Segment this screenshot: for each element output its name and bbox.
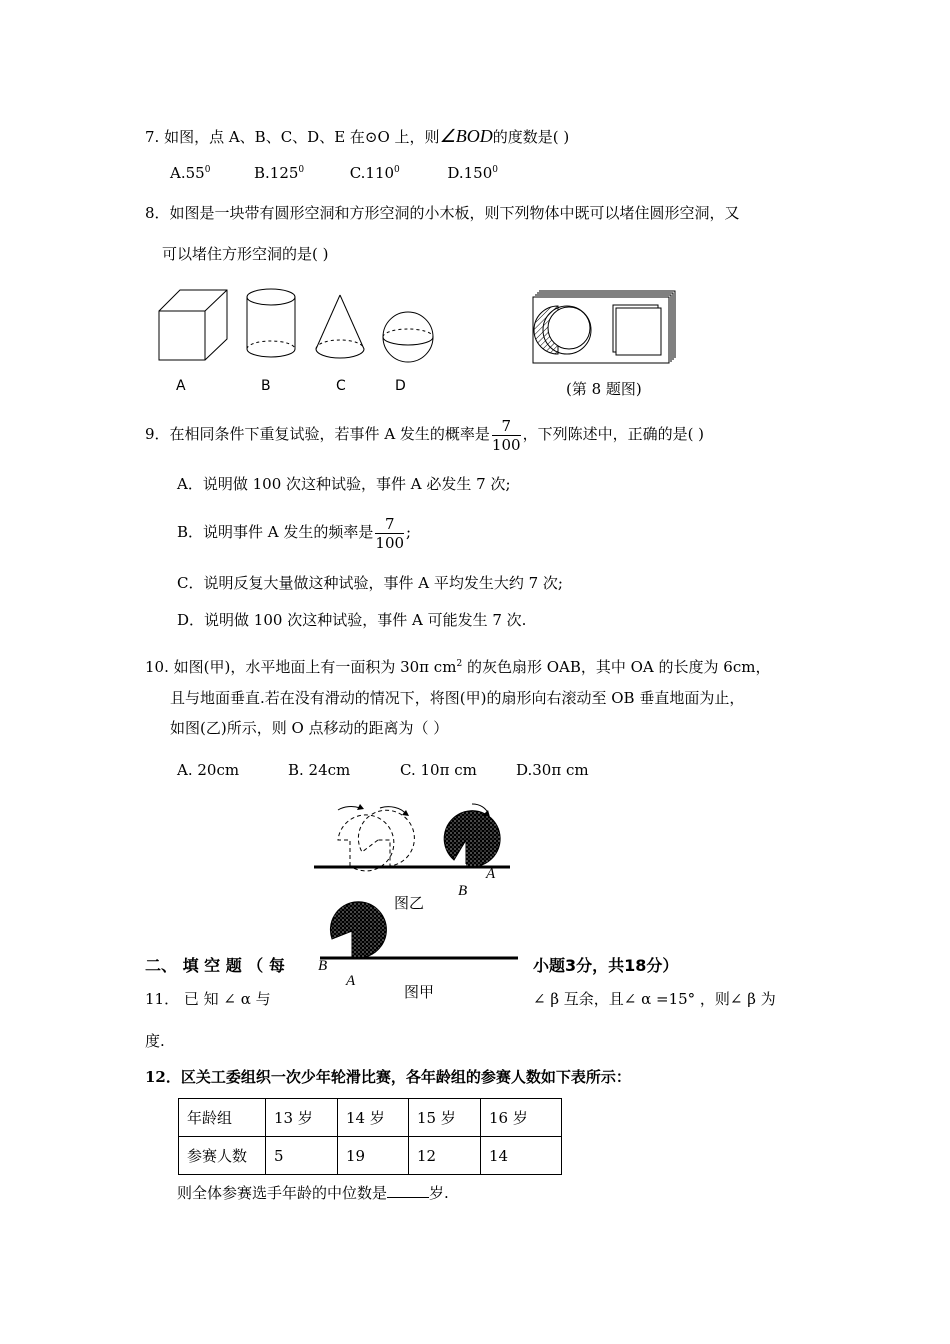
q10-option-b: B. 24cm [288, 761, 351, 779]
cone-icon [316, 295, 364, 358]
q8-solids-figure [150, 285, 450, 375]
fig-jia-label-b: B [318, 958, 328, 974]
q7-stem [145, 126, 569, 147]
table-cell: 年龄组 [179, 1099, 266, 1137]
q9-option-a: A．说明做 100 次这种试验，事件 A 必发生 7 次; [177, 475, 511, 493]
q11-left: 11． 已 知 ∠ α 与 [145, 990, 271, 1008]
cylinder-icon [247, 289, 295, 357]
table-cell: 16 岁 [481, 1099, 562, 1137]
fig-yi-label-a: A [486, 866, 496, 882]
table-cell: 5 [266, 1137, 338, 1175]
table-row [179, 1137, 562, 1175]
q10-line3: 如图(乙)所示，则 O 点移动的距离为（ ） [170, 719, 449, 737]
section2-title-right: 小题3分，共18分） [533, 956, 679, 975]
fig-yi [310, 800, 515, 876]
q7-options [170, 164, 498, 182]
fig-jia-label-a: A [346, 973, 356, 989]
table-header-row [179, 1099, 562, 1137]
q8-board-figure [530, 288, 680, 366]
q7-option-b: B.125$^0$ [253, 164, 305, 182]
shape-label-b: B [261, 378, 271, 394]
q7-option-a: $A.55^0$ [170, 164, 211, 182]
fig-yi-caption: 图乙 [394, 894, 425, 912]
answer-blank[interactable] [387, 1183, 429, 1198]
fig-yi-label-b: B [458, 883, 468, 899]
q7-text-before: 7. 如图，点 A、B、C、D、E 在⊙O 上，则 [145, 128, 440, 146]
q8-line2: 可以堵住方形空洞的是( ) [162, 245, 329, 263]
q7-option-d: D.150$^0$ [447, 164, 498, 182]
table-cell: 12 [409, 1137, 481, 1175]
q11-line2: 度. [145, 1032, 165, 1050]
q7-option-c: C.110$^0$ [349, 164, 400, 182]
q12-stem: 12．区关工委组织一次少年轮滑比赛，各年龄组的参赛人数如下表所示： [145, 1068, 631, 1086]
q9-option-b-fraction: $\frac{7}{100}$ [375, 514, 405, 552]
shape-label-a: A [176, 378, 186, 394]
shape-label-d: D [395, 378, 406, 394]
q10-option-c: C. 10π cm [400, 761, 477, 779]
q9-option-b: B．说明事件 A 发生的频率是 $\frac{7}{100}$ ; [177, 514, 412, 552]
q8-line1: 8．如图是一块带有圆形空洞和方形空洞的小木板，则下列物体中既可以堵住圆形空洞，又 [145, 204, 740, 222]
q9-option-c: C．说明反复大量做这种试验，事件 A 平均发生大约 7 次; [177, 574, 563, 592]
section2-title-left: 二、 填 空 题 （ 每 [145, 956, 285, 975]
fig-jia [318, 895, 523, 965]
q9-option-d: D．说明做 100 次这种试验，事件 A 可能发生 7 次. [177, 611, 527, 629]
q10-option-a: A. 20cm [177, 761, 240, 779]
table-cell: 14 [481, 1137, 562, 1175]
q12-tail: 则全体参赛选手年龄的中位数是 岁. [177, 1184, 449, 1202]
sphere-icon [383, 312, 433, 362]
table-cell: 19 [338, 1137, 409, 1175]
q10-line2: 且与地面垂直.若在没有滑动的情况下，将图(甲)的扇形向右滚动至 OB 垂直地面为止， [170, 689, 745, 707]
q9-stem: 9．在相同条件下重复试验，若事件 A 发生的概率是 $\frac{7}{100}$ ，下列陈述中，正确的是( ) [145, 416, 705, 454]
q11-right: ∠ β 互余，且∠ α =15° ，则∠ β 为 [533, 990, 776, 1008]
table-cell: 13 岁 [266, 1099, 338, 1137]
q9-fraction: $\frac{7}{100}$ [491, 416, 521, 454]
cube-icon [159, 290, 227, 360]
shape-label-c: C [336, 378, 346, 394]
q7-text-after: 的度数是( ) [492, 128, 570, 146]
q7-angle: ∠BOD [439, 126, 493, 146]
table-cell: 14 岁 [338, 1099, 409, 1137]
q8-caption: (第 8 题图) [566, 380, 642, 398]
q10-line1: 10. 如图(甲)，水平地面上有一面积为 30π $cm^2$ 的灰色扇形 OAB，其中 OA 的长度为 6cm， [145, 658, 771, 676]
table-cell: 参赛人数 [179, 1137, 266, 1175]
table-cell: 15 岁 [409, 1099, 481, 1137]
fig-jia-caption: 图甲 [404, 983, 435, 1001]
q10-option-d: D.30π cm [516, 761, 589, 779]
q12-table [178, 1098, 562, 1175]
